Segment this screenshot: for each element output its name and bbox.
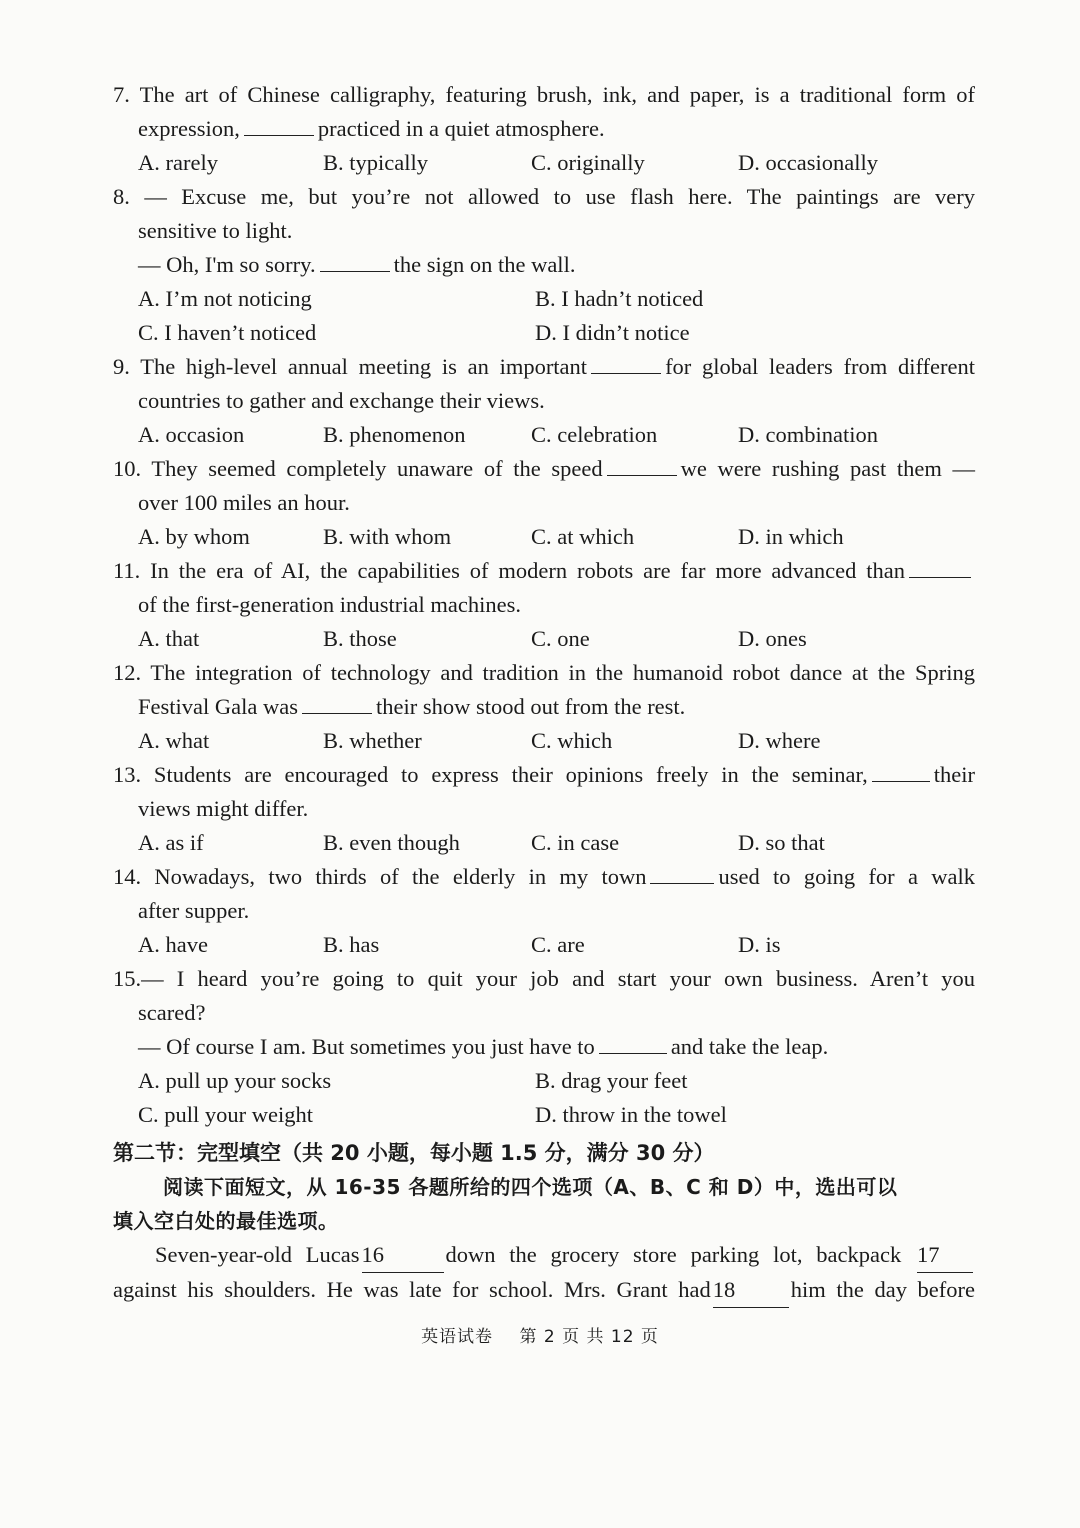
answer-blank (591, 351, 661, 374)
option-b: B. typically (323, 150, 428, 175)
option-d: D. where (738, 728, 821, 753)
question-7 (113, 78, 975, 180)
question-12 (113, 656, 975, 758)
question-8 (113, 180, 975, 350)
question-stem: 11. In the era of AI, the capabilities of modern robots are far more advanced than (113, 554, 975, 588)
question-14 (113, 860, 975, 962)
option-b: B. whether (323, 728, 422, 753)
option-row (113, 826, 975, 860)
question-stem-continued: of the first-generation industrial machines. (138, 592, 522, 617)
numbered-blank: 18 (713, 1273, 789, 1308)
option-row (113, 622, 975, 656)
option-b: B. those (323, 626, 397, 651)
page-footer (0, 1322, 1080, 1347)
answer-blank (650, 861, 714, 884)
passage-line: Seven-year-old Lucas16 down the grocery store parking lot, backpack 17 (113, 1238, 975, 1273)
option-d: D. occasionally (738, 150, 878, 175)
answer-blank (599, 1031, 667, 1054)
footer-subject: 英语试卷 (421, 1327, 494, 1347)
question-stem-continued: countries to gather and exchange their views. (138, 388, 545, 413)
option-a: A. that (138, 626, 200, 651)
dialog-line: — Oh, I'm so sorry. the sign on the wall. (113, 248, 975, 282)
section-instruction-continued: 填入空白处的最佳选项。 (113, 1209, 339, 1233)
answer-blank (320, 249, 390, 272)
option-a: A. occasion (138, 422, 245, 447)
option-row (113, 316, 975, 350)
question-stem: 9. The high-level annual meeting is an important for global leaders from different (113, 350, 975, 384)
answer-blank (909, 555, 971, 578)
answer-blank (872, 759, 930, 782)
answer-blank (244, 113, 314, 136)
option-row (113, 724, 975, 758)
question-9 (113, 350, 975, 452)
question-11 (113, 554, 975, 656)
option-d: D. in which (738, 524, 844, 549)
option-c: C. which (531, 728, 613, 753)
option-d: D. combination (738, 422, 878, 447)
option-a: A. I’m not noticing (138, 286, 312, 311)
question-10 (113, 452, 975, 554)
question-stem: 7. The art of Chinese calligraphy, featuring brush, ink, and paper, is a traditional form of (113, 82, 975, 107)
section-instruction: 阅读下面短文，从 16-35 各题所给的四个选项（A、B、C 和 D）中，选出可以 (163, 1175, 898, 1199)
question-stem: 10. They seemed completely unaware of the speed we were rushing past them — (113, 452, 975, 486)
question-stem: 15.— I heard you’re going to quit your job and start your own business. Aren’t you (113, 966, 975, 991)
option-row (113, 520, 975, 554)
option-d: D. so that (738, 830, 825, 855)
option-b: B. phenomenon (323, 422, 466, 447)
option-row (113, 282, 975, 316)
option-d: D. throw in the towel (535, 1102, 727, 1127)
question-stem: 12. The integration of technology and tradition in the humanoid robot dance at the Spring (113, 660, 975, 685)
option-row (113, 928, 975, 962)
answer-blank (302, 691, 372, 714)
dialog-line: — Of course I am. But sometimes you just have to and take the leap. (113, 1030, 975, 1064)
question-list (113, 78, 975, 1308)
option-d: D. ones (738, 626, 807, 651)
question-stem-continued: views might differ. (138, 796, 309, 821)
question-stem-continued: sensitive to light. (138, 218, 293, 243)
question-15 (113, 962, 975, 1132)
option-a: A. pull up your socks (138, 1068, 332, 1093)
option-b: B. has (323, 932, 380, 957)
question-stem: 8. — Excuse me, but you’re not allowed to use flash here. The paintings are very (113, 184, 975, 209)
option-a: A. as if (138, 830, 204, 855)
question-13 (113, 758, 975, 860)
question-stem: 13. Students are encouraged to express their opinions freely in the seminar, their (113, 758, 975, 792)
question-stem-continued: scared? (138, 1000, 206, 1025)
option-c: C. I haven’t noticed (138, 320, 317, 345)
option-c: C. celebration (531, 422, 658, 447)
question-stem: 14. Nowadays, two thirds of the elderly in my town used to going for a walk (113, 860, 975, 894)
option-c: C. originally (531, 150, 645, 175)
numbered-blank: 17 (917, 1238, 973, 1273)
option-b: B. drag your feet (535, 1068, 688, 1093)
question-stem-continued: expression, practiced in a quiet atmosphere. (113, 112, 975, 146)
option-d: D. I didn’t notice (535, 320, 690, 345)
answer-blank (607, 453, 677, 476)
option-row (113, 146, 975, 180)
question-stem-continued: over 100 miles an hour. (138, 490, 350, 515)
option-d: D. is (738, 932, 781, 957)
option-a: A. rarely (138, 150, 218, 175)
option-b: B. even though (323, 830, 460, 855)
footer-page-number: 第 2 页 共 12 页 (519, 1327, 659, 1347)
option-c: C. are (531, 932, 585, 957)
option-c: C. in case (531, 830, 620, 855)
option-b: B. I hadn’t noticed (535, 286, 704, 311)
option-a: A. have (138, 932, 208, 957)
option-row (113, 418, 975, 452)
option-a: A. what (138, 728, 210, 753)
option-row (113, 1064, 975, 1098)
section-heading: 第二节：完型填空（共 20 小题，每小题 1.5 分，满分 30 分） (113, 1141, 715, 1165)
option-c: C. pull your weight (138, 1102, 313, 1127)
option-b: B. with whom (323, 524, 452, 549)
question-stem-continued: after supper. (138, 898, 250, 923)
option-c: C. at which (531, 524, 635, 549)
numbered-blank: 16 (362, 1238, 444, 1273)
option-a: A. by whom (138, 524, 250, 549)
passage-line: against his shoulders. He was late for school. Mrs. Grant had18 him the day before (113, 1273, 975, 1308)
option-c: C. one (531, 626, 590, 651)
question-stem-continued: Festival Gala was their show stood out from the rest. (113, 690, 975, 724)
option-row (113, 1098, 975, 1132)
